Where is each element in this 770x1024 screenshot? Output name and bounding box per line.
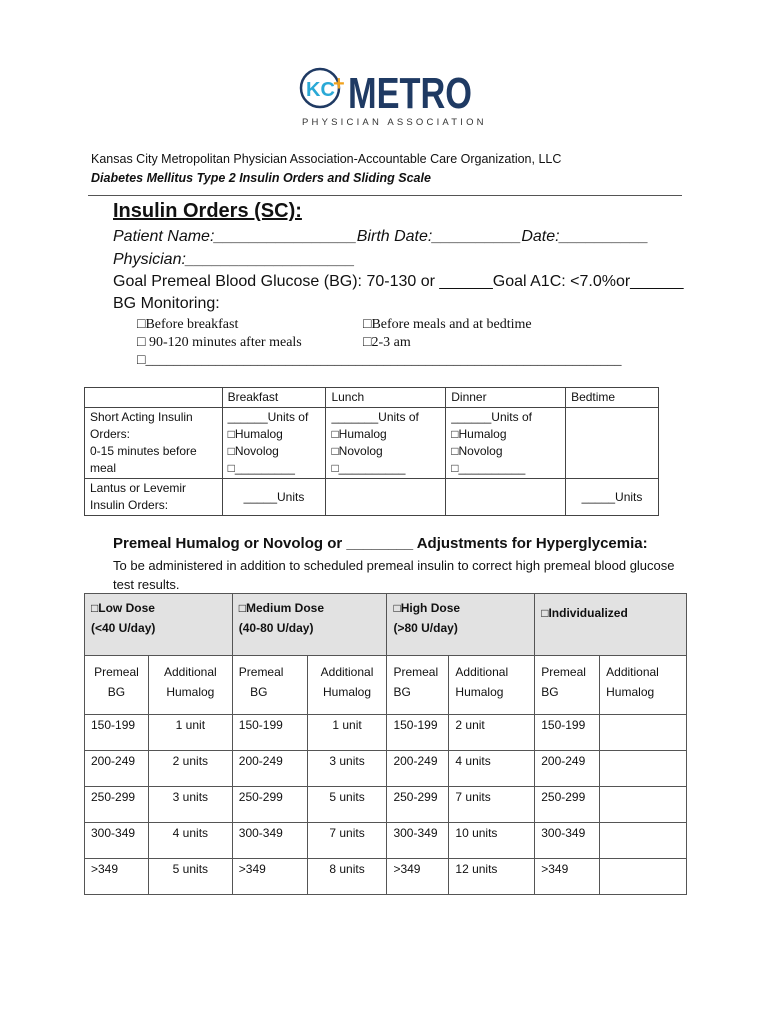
short-label-line: meal bbox=[90, 461, 117, 475]
low-units-cell: 3 units bbox=[148, 787, 232, 823]
svg-text:METRO: METRO bbox=[348, 69, 472, 118]
low-dose-checkbox[interactable]: □Low Dose bbox=[91, 601, 155, 615]
other-checkbox[interactable]: □_________ bbox=[227, 461, 295, 475]
col-premeal-bg: Premeal BG bbox=[85, 656, 149, 715]
table-row bbox=[85, 715, 687, 751]
individual-bg-cell: 250-299 bbox=[535, 787, 600, 823]
individual-units-cell[interactable] bbox=[600, 715, 687, 751]
logo-subtitle: PHYSICIAN ASSOCIATION bbox=[302, 117, 487, 128]
low-dose-header[interactable] bbox=[85, 594, 233, 656]
individualized-header[interactable] bbox=[535, 594, 687, 656]
monitor-2-3-am[interactable]: □2-3 am bbox=[363, 335, 411, 350]
low-dose-range: (<40 U/day) bbox=[91, 621, 156, 635]
other-checkbox[interactable]: □__________ bbox=[331, 461, 406, 475]
col-additional-humalog: Additional Humalog bbox=[307, 656, 387, 715]
schedule-header-blank bbox=[85, 388, 223, 408]
medium-units-cell: 7 units bbox=[307, 823, 387, 859]
long-label-line: Insulin Orders: bbox=[90, 498, 169, 512]
monitor-after-meals[interactable]: □ 90-120 minutes after meals bbox=[137, 335, 302, 350]
insulin-schedule-table bbox=[84, 387, 659, 516]
high-bg-cell: 200-249 bbox=[387, 751, 449, 787]
table-row bbox=[85, 859, 687, 895]
short-dinner-cell[interactable] bbox=[446, 408, 566, 479]
table-row bbox=[85, 787, 687, 823]
header-lunch: Lunch bbox=[326, 388, 446, 408]
high-bg-cell: >349 bbox=[387, 859, 449, 895]
individual-bg-cell: 200-249 bbox=[535, 751, 600, 787]
long-acting-row bbox=[85, 479, 659, 516]
table-row bbox=[85, 823, 687, 859]
medium-bg-cell: 250-299 bbox=[232, 787, 307, 823]
units-field[interactable]: _______Units of bbox=[331, 410, 419, 424]
individual-units-cell[interactable] bbox=[600, 823, 687, 859]
high-dose-range: (>80 U/day) bbox=[393, 621, 458, 635]
header-dinner: Dinner bbox=[446, 388, 566, 408]
long-dinner-cell[interactable] bbox=[446, 479, 566, 516]
column-header-row bbox=[85, 656, 687, 715]
individual-units-cell[interactable] bbox=[600, 859, 687, 895]
schedule-header-row bbox=[85, 388, 659, 408]
patient-info-line[interactable]: Patient Name:________________Birth Date:__________Date:__________ bbox=[113, 228, 649, 245]
individualized-checkbox[interactable]: □Individualized bbox=[541, 606, 628, 620]
monitor-other[interactable]: □____________________________________________________________________ bbox=[137, 353, 622, 368]
medium-units-cell: 3 units bbox=[307, 751, 387, 787]
document-subtitle: Diabetes Mellitus Type 2 Insulin Orders and Sliding Scale bbox=[91, 171, 431, 185]
long-breakfast-units[interactable]: _____Units bbox=[222, 479, 326, 516]
other-checkbox[interactable]: □__________ bbox=[451, 461, 526, 475]
goal-line[interactable]: Goal Premeal Blood Glucose (BG): 70-130 or ______Goal A1C: <7.0%or______ bbox=[113, 273, 684, 290]
individual-bg-cell: 150-199 bbox=[535, 715, 600, 751]
medium-units-cell: 1 unit bbox=[307, 715, 387, 751]
low-units-cell: 5 units bbox=[148, 859, 232, 895]
short-label-line: Short Acting Insulin bbox=[90, 410, 193, 424]
high-units-cell: 7 units bbox=[449, 787, 535, 823]
low-bg-cell: 300-349 bbox=[85, 823, 149, 859]
humalog-checkbox[interactable]: □Humalog bbox=[331, 427, 387, 441]
high-bg-cell: 150-199 bbox=[387, 715, 449, 751]
col-premeal-bg: Premeal BG bbox=[387, 656, 449, 715]
novolog-checkbox[interactable]: □Novolog bbox=[227, 444, 279, 458]
physician-line[interactable]: Physician:___________________ bbox=[113, 251, 355, 268]
long-bedtime-units[interactable]: _____Units bbox=[566, 479, 659, 516]
humalog-checkbox[interactable]: □Humalog bbox=[451, 427, 507, 441]
insulin-orders-title: Insulin Orders (SC): bbox=[113, 200, 302, 222]
col-additional-humalog: Additional Humalog bbox=[600, 656, 687, 715]
sliding-scale-title: Premeal Humalog or Novolog or ________ Adjustments for Hyperglycemia: bbox=[113, 535, 648, 552]
organization-name: Kansas City Metropolitan Physician Association-Accountable Care Organization, LLC bbox=[91, 152, 562, 166]
low-units-cell: 2 units bbox=[148, 751, 232, 787]
high-dose-checkbox[interactable]: □High Dose bbox=[393, 601, 461, 615]
table-row bbox=[85, 751, 687, 787]
bg-monitoring-label: BG Monitoring: bbox=[113, 295, 220, 312]
header-breakfast: Breakfast bbox=[222, 388, 326, 408]
medium-dose-checkbox[interactable]: □Medium Dose bbox=[238, 601, 325, 615]
sliding-scale-table bbox=[84, 593, 687, 895]
high-bg-cell: 300-349 bbox=[387, 823, 449, 859]
short-bedtime-cell[interactable] bbox=[566, 408, 659, 479]
short-label-line: 0-15 minutes before bbox=[90, 444, 197, 458]
short-acting-row bbox=[85, 408, 659, 479]
units-field[interactable]: ______Units of bbox=[227, 410, 309, 424]
individual-bg-cell: 300-349 bbox=[535, 823, 600, 859]
monitor-before-breakfast[interactable]: □Before breakfast bbox=[137, 317, 239, 332]
high-units-cell: 12 units bbox=[449, 859, 535, 895]
low-bg-cell: 250-299 bbox=[85, 787, 149, 823]
individual-units-cell[interactable] bbox=[600, 751, 687, 787]
header-bedtime: Bedtime bbox=[566, 388, 659, 408]
individual-bg-cell: >349 bbox=[535, 859, 600, 895]
sliding-scale-description: To be administered in addition to scheduled premeal insulin to correct high premeal blood glucose test results. bbox=[113, 558, 675, 592]
col-additional-humalog: Additional Humalog bbox=[449, 656, 535, 715]
long-lunch-cell[interactable] bbox=[326, 479, 446, 516]
low-units-cell: 4 units bbox=[148, 823, 232, 859]
svg-text:+: + bbox=[333, 73, 345, 95]
medium-bg-cell: >349 bbox=[232, 859, 307, 895]
long-acting-label bbox=[85, 479, 223, 516]
col-premeal-bg: Premeal BG bbox=[232, 656, 307, 715]
medium-dose-range: (40-80 U/day) bbox=[238, 621, 314, 635]
low-bg-cell: 200-249 bbox=[85, 751, 149, 787]
dose-header-row bbox=[85, 594, 687, 656]
low-units-cell: 1 unit bbox=[148, 715, 232, 751]
high-units-cell: 2 unit bbox=[449, 715, 535, 751]
short-label-line: Orders: bbox=[90, 427, 131, 441]
header-divider bbox=[88, 195, 682, 196]
low-bg-cell: >349 bbox=[85, 859, 149, 895]
high-dose-header[interactable] bbox=[387, 594, 535, 656]
medium-dose-header[interactable] bbox=[232, 594, 387, 656]
svg-text:KC: KC bbox=[306, 79, 335, 101]
medium-bg-cell: 200-249 bbox=[232, 751, 307, 787]
individual-units-cell[interactable] bbox=[600, 787, 687, 823]
col-premeal-bg: Premeal BG bbox=[535, 656, 600, 715]
units-field[interactable]: ______Units of bbox=[451, 410, 532, 424]
low-bg-cell: 150-199 bbox=[85, 715, 149, 751]
humalog-checkbox[interactable]: □Humalog bbox=[227, 427, 283, 441]
short-acting-label bbox=[85, 408, 223, 479]
high-units-cell: 4 units bbox=[449, 751, 535, 787]
novolog-checkbox[interactable]: □Novolog bbox=[451, 444, 503, 458]
medium-units-cell: 5 units bbox=[307, 787, 387, 823]
high-bg-cell: 250-299 bbox=[387, 787, 449, 823]
long-label-line: Lantus or Levemir bbox=[90, 481, 187, 495]
monitor-before-meals-bedtime[interactable]: □Before meals and at bedtime bbox=[363, 317, 532, 332]
col-additional-humalog: Additional Humalog bbox=[148, 656, 232, 715]
medium-bg-cell: 150-199 bbox=[232, 715, 307, 751]
novolog-checkbox[interactable]: □Novolog bbox=[331, 444, 383, 458]
medium-units-cell: 8 units bbox=[307, 859, 387, 895]
short-lunch-cell[interactable] bbox=[326, 408, 446, 479]
medium-bg-cell: 300-349 bbox=[232, 823, 307, 859]
short-breakfast-cell[interactable] bbox=[222, 408, 326, 479]
high-units-cell: 10 units bbox=[449, 823, 535, 859]
